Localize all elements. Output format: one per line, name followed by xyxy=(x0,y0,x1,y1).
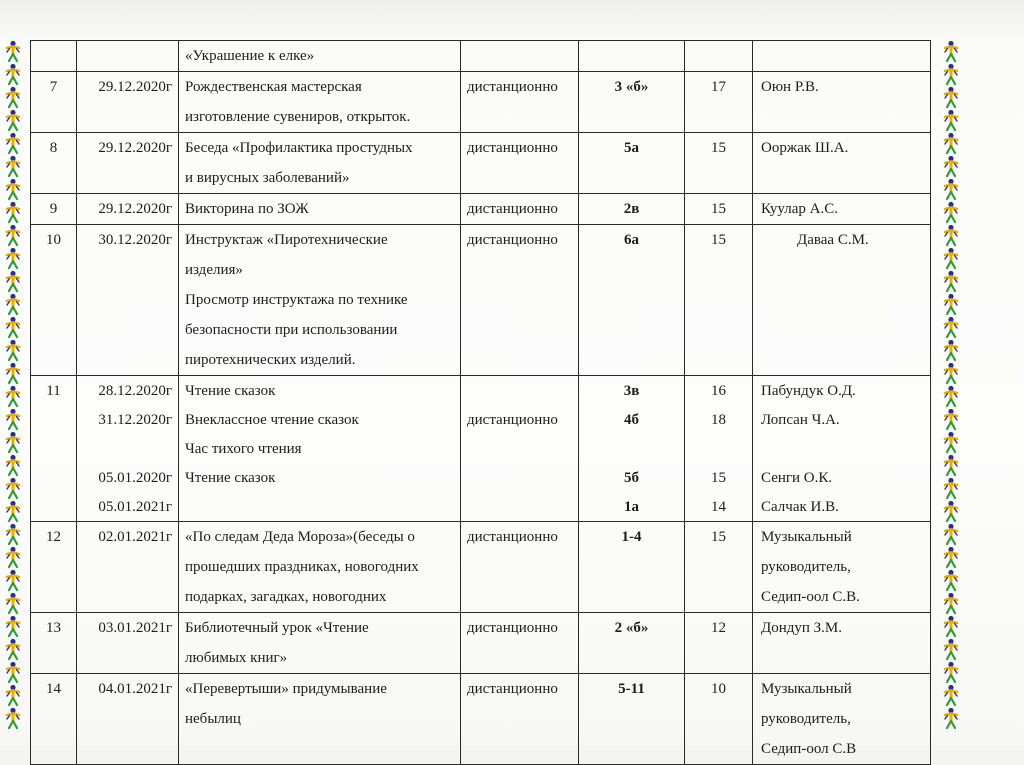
participant-count-cell xyxy=(685,376,753,522)
event-title-cell xyxy=(179,613,461,674)
decorative-border-left xyxy=(2,40,24,740)
stick-figure-icon xyxy=(4,293,22,316)
event-date: 29.12.2020г xyxy=(98,79,172,95)
responsible-person: Седип-оол С.В. xyxy=(761,589,860,605)
event-title: любимых книг» xyxy=(185,650,288,666)
responsible-person: руководитель, xyxy=(761,559,851,575)
event-title: прошедших праздниках, новогодних xyxy=(185,559,419,575)
event-title: «Украшение к елке» xyxy=(185,48,315,64)
event-date-cell xyxy=(77,376,179,522)
table-row xyxy=(31,194,931,225)
stick-figure-icon xyxy=(4,615,22,638)
row-number: 12 xyxy=(46,529,61,545)
event-date: 29.12.2020г xyxy=(98,140,172,156)
event-title: небылиц xyxy=(185,711,241,727)
stick-figure-icon xyxy=(4,385,22,408)
responsible-person: Седип-оол С.В xyxy=(761,741,857,757)
stick-figure-icon xyxy=(4,247,22,270)
event-date-cell xyxy=(77,72,179,133)
participant-count-cell xyxy=(685,225,753,376)
stick-figure-icon xyxy=(4,178,22,201)
stick-figure-icon xyxy=(942,201,960,224)
participant-count: 15 xyxy=(711,140,726,156)
row-number-cell xyxy=(31,674,77,765)
event-title: изготовление сувениров, открыток. xyxy=(185,109,411,125)
stick-figure-icon xyxy=(942,454,960,477)
stick-figure-icon xyxy=(4,362,22,385)
class-name-cell xyxy=(579,133,685,194)
event-format xyxy=(467,463,578,492)
event-title-cell xyxy=(179,376,461,522)
participant-count-cell xyxy=(685,613,753,674)
stick-figure-icon xyxy=(4,592,22,615)
stick-figure-icon xyxy=(942,109,960,132)
stick-figure-icon xyxy=(942,155,960,178)
participant-count: 15 xyxy=(711,529,726,545)
event-title-cell xyxy=(179,194,461,225)
responsible-person: Дондуп З.М. xyxy=(761,620,843,636)
class-name: 5а xyxy=(624,140,639,156)
stick-figure-icon xyxy=(4,684,22,707)
stick-figure-icon xyxy=(942,293,960,316)
event-title: и вирусных заболеваний» xyxy=(185,170,350,186)
row-number: 7 xyxy=(49,79,58,95)
stick-figure-icon xyxy=(4,201,22,224)
stick-figure-icon xyxy=(4,661,22,684)
event-title: подарках, загадках, новогодних xyxy=(185,589,387,605)
participant-count: 15 xyxy=(711,470,726,486)
event-date: 05.01.2021г xyxy=(98,499,172,515)
event-format-cell xyxy=(461,194,579,225)
event-format: дистанционно xyxy=(467,79,558,95)
stick-figure-icon xyxy=(942,684,960,707)
stick-figure-icon xyxy=(942,270,960,293)
stick-figure-icon xyxy=(4,500,22,523)
row-number-cell xyxy=(31,72,77,133)
responsible-person-cell xyxy=(753,225,931,376)
stick-figure-icon xyxy=(942,638,960,661)
event-title: пиротехнических изделий. xyxy=(185,352,356,368)
event-title-cell xyxy=(179,133,461,194)
row-number-cell xyxy=(31,613,77,674)
responsible-person: Ооржак Ш.А. xyxy=(761,140,849,156)
responsible-person-cell xyxy=(753,522,931,613)
class-name: 5-11 xyxy=(618,681,645,697)
participant-count-cell xyxy=(685,41,753,72)
stick-figure-icon xyxy=(942,523,960,546)
participant-count: 14 xyxy=(711,499,726,515)
event-title: Внеклассное чтение сказок xyxy=(185,412,359,428)
stick-figure-icon xyxy=(4,40,22,63)
row-number-cell xyxy=(31,225,77,376)
stick-figure-icon xyxy=(942,339,960,362)
participant-count: 12 xyxy=(711,620,726,636)
participant-count: 10 xyxy=(711,681,726,697)
event-format: дистанционно xyxy=(467,681,558,697)
class-name-cell xyxy=(579,225,685,376)
stick-figure-icon xyxy=(4,63,22,86)
event-format-cell xyxy=(461,72,579,133)
event-date: 29.12.2020г xyxy=(98,201,172,217)
event-date: 31.12.2020г xyxy=(98,412,172,428)
event-title: Просмотр инструктажа по технике xyxy=(185,292,408,308)
stick-figure-icon xyxy=(942,40,960,63)
event-date: 28.12.2020г xyxy=(98,383,172,399)
stick-figure-icon xyxy=(942,546,960,569)
row-number: 10 xyxy=(46,232,61,248)
responsible-person: Сенги О.К. xyxy=(761,470,833,486)
participant-count-cell xyxy=(685,522,753,613)
event-format: дистанционно xyxy=(467,529,558,545)
responsible-person-cell xyxy=(753,613,931,674)
class-name: 1-4 xyxy=(621,529,642,545)
class-name: 2 «б» xyxy=(614,620,649,636)
row-number: 8 xyxy=(49,140,58,156)
event-title: Чтение сказок xyxy=(185,470,276,486)
event-date: 04.01.2021г xyxy=(98,681,172,697)
row-number xyxy=(31,41,76,71)
event-date-cell xyxy=(77,133,179,194)
class-name: 5б xyxy=(624,470,639,486)
stick-figure-icon xyxy=(942,569,960,592)
stick-figure-icon xyxy=(942,592,960,615)
event-title: Викторина по ЗОЖ xyxy=(185,201,309,217)
stick-figure-icon xyxy=(942,500,960,523)
stick-figure-icon xyxy=(942,477,960,500)
row-number: 11 xyxy=(46,383,61,399)
stick-figure-icon xyxy=(942,707,960,730)
participant-count-cell xyxy=(685,72,753,133)
responsible-person: Даваа С.М. xyxy=(797,232,869,248)
class-name-cell xyxy=(579,72,685,133)
participant-count-cell xyxy=(685,674,753,765)
stick-figure-icon xyxy=(942,362,960,385)
event-title: Инструктаж «Пиротехнические xyxy=(185,232,388,248)
participant-count: 16 xyxy=(711,383,726,399)
responsible-person-cell xyxy=(753,41,931,72)
class-name: 3 «б» xyxy=(614,79,649,95)
event-title: Беседа «Профилактика простудных xyxy=(185,140,413,156)
responsible-person xyxy=(761,41,930,71)
event-date: 30.12.2020г xyxy=(98,232,172,248)
class-name-cell xyxy=(579,41,685,72)
class-name-cell xyxy=(579,376,685,522)
event-title: изделия» xyxy=(185,262,243,278)
responsible-person: Музыкальный xyxy=(761,681,852,697)
stick-figure-icon xyxy=(4,339,22,362)
row-number-cell xyxy=(31,376,77,522)
event-title-cell xyxy=(179,225,461,376)
stick-figure-icon xyxy=(942,132,960,155)
event-title: «По следам Деда Мороза»(беседы о xyxy=(185,529,415,545)
class-name-cell xyxy=(579,674,685,765)
stick-figure-icon xyxy=(4,477,22,500)
event-title: Час тихого чтения xyxy=(185,441,302,457)
stick-figure-icon xyxy=(942,63,960,86)
responsible-person: Пабундук О.Д. xyxy=(761,383,856,399)
event-title: безопасности при использовании xyxy=(185,322,398,338)
responsible-person-cell xyxy=(753,72,931,133)
stick-figure-icon xyxy=(4,546,22,569)
stick-figure-icon xyxy=(942,615,960,638)
stick-figure-icon xyxy=(4,569,22,592)
event-date-cell xyxy=(77,41,179,72)
responsible-person-cell xyxy=(753,133,931,194)
event-format: дистанционно xyxy=(467,412,558,428)
participant-count: 15 xyxy=(711,201,726,217)
stick-figure-icon xyxy=(4,316,22,339)
stick-figure-icon xyxy=(942,86,960,109)
participant-count: 18 xyxy=(711,412,726,428)
class-name: 4б xyxy=(624,412,639,428)
table-row xyxy=(31,674,931,765)
class-name: 6а xyxy=(624,232,639,248)
stick-figure-icon xyxy=(942,408,960,431)
class-name xyxy=(579,41,684,71)
stick-figure-icon xyxy=(4,132,22,155)
event-title: Чтение сказок xyxy=(185,383,276,399)
event-date-cell xyxy=(77,194,179,225)
event-format xyxy=(467,41,578,71)
event-format xyxy=(467,492,578,521)
responsible-person: Оюн Р.В. xyxy=(761,79,819,95)
table-row xyxy=(31,72,931,133)
event-title-cell xyxy=(179,674,461,765)
event-format: дистанционно xyxy=(467,201,558,217)
class-name xyxy=(579,434,684,463)
event-format xyxy=(467,376,578,405)
stick-figure-icon xyxy=(942,431,960,454)
schedule-table xyxy=(30,40,931,765)
event-title: «Перевертыши» придумывание xyxy=(185,681,387,697)
stick-figure-icon xyxy=(4,224,22,247)
event-title: Библиотечный урок «Чтение xyxy=(185,620,369,636)
schedule-body xyxy=(31,41,931,765)
stick-figure-icon xyxy=(4,155,22,178)
participant-count-cell xyxy=(685,194,753,225)
row-number: 13 xyxy=(46,620,61,636)
class-name-cell xyxy=(579,613,685,674)
responsible-person-cell xyxy=(753,376,931,522)
event-format-cell xyxy=(461,376,579,522)
event-format-cell xyxy=(461,613,579,674)
class-name: 2в xyxy=(623,201,640,217)
stick-figure-icon xyxy=(4,638,22,661)
stick-figure-icon xyxy=(942,247,960,270)
event-title-cell xyxy=(179,522,461,613)
event-format-cell xyxy=(461,674,579,765)
responsible-person: руководитель, xyxy=(761,711,851,727)
participant-count-cell xyxy=(685,133,753,194)
responsible-person-cell xyxy=(753,194,931,225)
event-format: дистанционно xyxy=(467,140,558,156)
event-format: дистанционно xyxy=(467,620,558,636)
stick-figure-icon xyxy=(4,109,22,132)
row-number-cell xyxy=(31,133,77,194)
responsible-person: Салчак И.В. xyxy=(761,499,839,515)
row-number-cell xyxy=(31,41,77,72)
row-number: 14 xyxy=(46,681,61,697)
event-format-cell xyxy=(461,133,579,194)
table-row xyxy=(31,133,931,194)
row-number: 9 xyxy=(49,201,58,217)
stick-figure-icon xyxy=(4,408,22,431)
event-title: Рождественская мастерская xyxy=(185,79,362,95)
stick-figure-icon xyxy=(4,707,22,730)
class-name-cell xyxy=(579,194,685,225)
event-date: 02.01.2021г xyxy=(98,529,172,545)
participant-count xyxy=(685,434,752,463)
stick-figure-icon xyxy=(942,224,960,247)
event-date-cell xyxy=(77,613,179,674)
stick-figure-icon xyxy=(942,178,960,201)
stick-figure-icon xyxy=(942,316,960,339)
stick-figure-icon xyxy=(4,86,22,109)
stick-figure-icon xyxy=(4,454,22,477)
decorative-border-right xyxy=(940,40,962,740)
row-number-cell xyxy=(31,194,77,225)
responsible-person-cell xyxy=(753,674,931,765)
class-name: 3в xyxy=(623,383,640,399)
stick-figure-icon xyxy=(4,431,22,454)
event-date xyxy=(77,434,172,463)
table-row xyxy=(31,522,931,613)
responsible-person: Музыкальный xyxy=(761,529,852,545)
event-format xyxy=(467,434,578,463)
stick-figure-icon xyxy=(4,523,22,546)
table-row xyxy=(31,376,931,522)
responsible-person: Лопсан Ч.А. xyxy=(761,412,840,428)
event-date-cell xyxy=(77,522,179,613)
event-date: 03.01.2021г xyxy=(98,620,172,636)
responsible-person xyxy=(761,434,930,463)
event-format-cell xyxy=(461,41,579,72)
event-date-cell xyxy=(77,674,179,765)
table-row xyxy=(31,225,931,376)
stick-figure-icon xyxy=(942,661,960,684)
event-title-cell xyxy=(179,41,461,72)
event-title-cell xyxy=(179,72,461,133)
class-name-cell xyxy=(579,522,685,613)
participant-count xyxy=(685,41,752,71)
responsible-person: Куулар А.С. xyxy=(761,201,838,217)
table-row xyxy=(31,613,931,674)
stick-figure-icon xyxy=(4,270,22,293)
participant-count: 17 xyxy=(711,79,726,95)
event-format-cell xyxy=(461,522,579,613)
stick-figure-icon xyxy=(942,385,960,408)
event-date xyxy=(77,41,172,71)
row-number-cell xyxy=(31,522,77,613)
table-row xyxy=(31,41,931,72)
event-date-cell xyxy=(77,225,179,376)
event-format-cell xyxy=(461,225,579,376)
event-date: 05.01.2020г xyxy=(98,470,172,486)
event-title xyxy=(185,492,460,521)
participant-count: 15 xyxy=(711,232,726,248)
event-format: дистанционно xyxy=(467,232,558,248)
class-name: 1а xyxy=(624,499,639,515)
